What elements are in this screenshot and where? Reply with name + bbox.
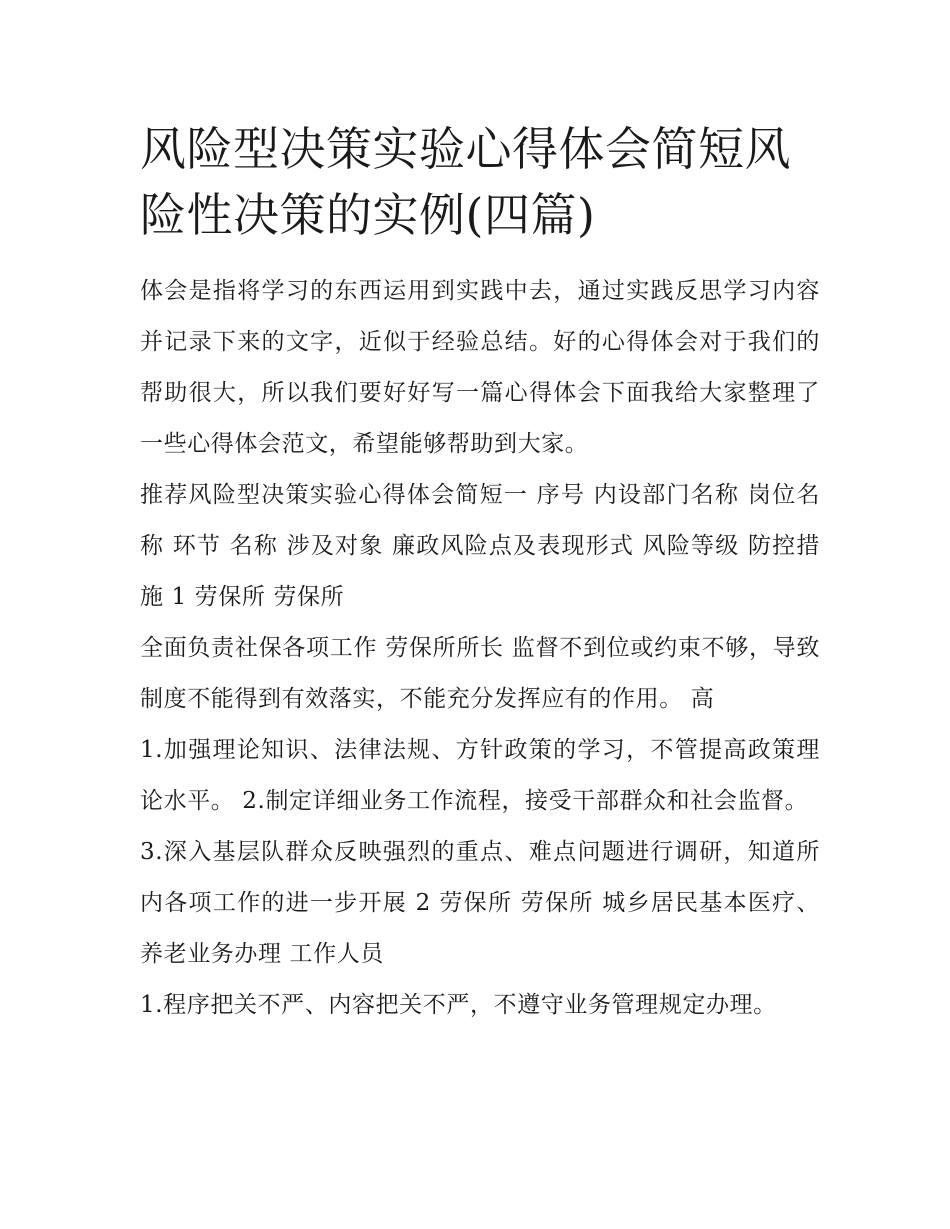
document-title: 风险型决策实验心得体会简短风险性决策的实例(四篇) [140, 122, 791, 242]
paragraph-responsibility: 全面负责社保各项工作 劳保所所长 监督不到位或约束不够，导致制度不能得到有效落实，不能充分发挥应有的作用。 高 [140, 635, 820, 712]
document-body [140, 116, 820, 1031]
paragraph-intro: 体会是指将学习的东西运用到实践中去，通过实践反思学习内容并记录下来的文字，近似于经验总结。好的心得体会对于我们的帮助很大，所以我们要好好写一篇心得体会下面我给大家整理了一些心得体会范文，希望能够帮助到大家。 [140, 278, 820, 457]
paragraph-risk-1: 1.程序把关不严、内容把关不严，不遵守业务管理规定办理。 [140, 992, 777, 1018]
paragraph-measures-1-2: 1.加强理论知识、法律法规、方针政策的学习，不管提高政策理论水平。 2.制定详细业务工作流程，接受干部群众和社会监督。 [140, 737, 820, 814]
paragraph-measures-3: 3.深入基层队群众反映强烈的重点、难点问题进行调研，知道所内各项工作的进一步开展 2 劳保所 劳保所 城乡居民基本医疗、养老业务办理 工作人员 [140, 839, 820, 967]
paragraph-table-header: 推荐风险型决策实验心得体会简短一 序号 内设部门名称 岗位名称 环节 名称 涉及对象 廉政风险点及表现形式 风险等级 防控措施 1 劳保所 劳保所 [140, 482, 820, 610]
